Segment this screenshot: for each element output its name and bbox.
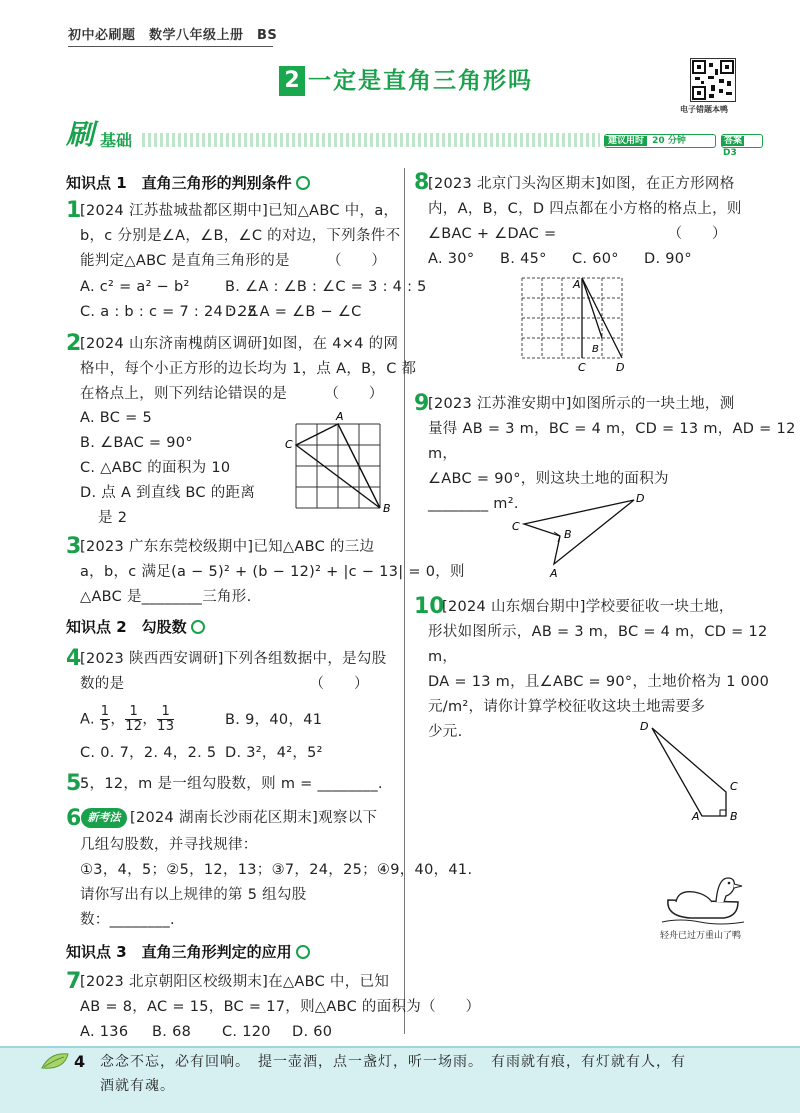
q4-stem: [2023 陕西西安调研]下列各组数据中，是勾股 数的是 （ ） [80,651,387,692]
section-title: 一定是直角三角形吗 [308,68,533,94]
check-icon [296,176,310,190]
q7-option-c[interactable]: C. 120 [222,1024,271,1040]
answer-label: 答案 [724,136,743,146]
q9-stem: [2023 江苏淮安期中]如图所示的一块土地，测 量得 AB = 3 m，BC = 4 m，CD = 13 m，AD = 12 m， ∠ABC = 90°，则这块土地的面积为 ________ m². [428,396,796,512]
q4-number: 4 [66,646,82,671]
q1-stem: [2024 江苏盐城盐都区期中]已知△ABC 中，a， b，c 分别是∠A，∠B，∠C 的对边，下列条件不 能判定△ABC 是直角三角形的是 （ ） [80,203,401,269]
q2-option-d[interactable]: D. 点 A 到直线 BC 的距离 [80,485,256,501]
q1-option-c[interactable]: C. a : b : c = 7 : 24 : 25 [80,304,258,320]
q5-number: 5 [66,771,82,796]
qr-code-icon[interactable] [690,58,736,102]
q10-label-a: A [692,810,700,823]
knowledge-point-1: 知识点 1 直角三角形的判别条件 [66,172,310,194]
q8-label-c: C [578,361,586,374]
time-value: 20 分钟 [652,136,686,146]
section-number: 2 [279,66,305,96]
time-label: 建议用时 [605,136,647,146]
knowledge-point-2: 知识点 2 勾股数 [66,616,205,638]
q1-number: 1 [66,198,82,223]
q9-label-b: B [564,528,572,541]
answer-badge [721,134,763,158]
q8-option-a[interactable]: A. 30° [428,251,475,267]
q2-number: 2 [66,331,82,356]
header-underline [68,46,273,47]
q9-figure [508,488,648,580]
q2-option-a[interactable]: A. BC = 5 [80,410,152,426]
q9-number: 9 [414,391,430,416]
q7-option-d[interactable]: D. 60 [292,1024,333,1040]
page-number: 4 [74,1052,86,1071]
q5-stem: 5，12，m 是一组勾股数，则 m = ________. [80,776,383,792]
q7-stem: [2023 北京朝阳区校级期末]在△ABC 中，已知 AB = 8，AC = 15，BC = 17，则△ABC 的面积为（ ） [80,974,481,1015]
q8-number: 8 [414,170,430,195]
banner-shua: 刷 [66,118,95,151]
banner-stripe [142,133,600,147]
duck-caption: 轻舟已过万重山了鸭 [660,931,742,941]
answer-value: D3 [723,148,737,158]
q8-option-b[interactable]: B. 45° [500,251,547,267]
book-series: 初中必刷题 数学八年级上册 BS [68,28,278,43]
q6-stem: 几组勾股数，并寻找规律： ①3，4，5；②5，12，13；③7，24，25；④9，40，41. 请你写出有以上规律的第 5 组勾股 数：________. [80,837,473,928]
q9-label-d: D [636,492,645,505]
footer-quote-line1: 念念不忘，必有回响。 提一壶酒，点一盏灯，听一场雨。 有雨就有痕，有灯就有人，有 [100,1054,686,1070]
q8-option-c[interactable]: C. 60° [572,251,619,267]
q4-option-b[interactable]: B. 9，40，41 [225,712,323,728]
q8-stem: [2023 北京门头沟区期末]如图，在正方形网格 内，A，B，C，D 四点都在小方格的格点上，则 ∠BAC + ∠DAC = （ ） [428,176,742,242]
q7-option-a[interactable]: A. 136 [80,1024,129,1040]
check-icon [296,945,310,959]
q10-number: 10 [414,594,445,619]
q2-grid-figure [284,410,396,520]
q8-label-a: A [573,278,581,291]
q3-stem: [2023 广东东莞校级期中]已知△ABC 的三边 a，b，c 满足(a − 5)² + (b − 12)² + |c − 13| = 0，则 △ABC 是________三角形. [80,539,465,605]
q2-option-d-cont: 是 2 [98,510,128,526]
duck-boat-icon [660,870,746,926]
q6-number: 6 [66,806,82,831]
new-method-badge: 新考法 [81,808,127,828]
q2-label-c: C [285,438,293,451]
q7-option-b[interactable]: B. 68 [152,1024,192,1040]
q7-number: 7 [66,969,82,994]
q2-label-a: A [336,410,344,423]
q8-label-d: D [616,361,625,374]
q2-label-b: B [383,502,391,515]
q10-label-d: D [640,720,649,733]
q10-label-b: B [730,810,738,823]
q4-option-d[interactable]: D. 3²，4²，5² [225,745,323,761]
q2-option-c[interactable]: C. △ABC 的面积为 10 [80,460,231,476]
q10-stem: 形状如图所示，AB = 3 m，BC = 4 m，CD = 12 m， DA = 13 m，且∠ABC = 90°，土地价格为 1 000 元/m²，请你计算学校征收这块土地需要多 少元. [428,624,770,740]
q9-label-a: A [550,567,558,580]
check-icon [191,620,205,634]
q10-stem-line1: [2024 山东烟台期中]学校要征收一块土地， [442,599,734,615]
q2-option-b[interactable]: B. ∠BAC = 90° [80,435,193,451]
knowledge-point-3: 知识点 3 直角三角形判定的应用 [66,941,310,963]
q1-option-a[interactable]: A. c² = a² − b² [80,279,190,295]
q9-label-c: C [512,520,520,533]
footer-quote-line2: 酒就有魂。 [100,1078,175,1094]
q10-label-c: C [730,780,738,793]
q4-option-c[interactable]: C. 0. 7，2. 4，2. 5 [80,745,217,761]
q10-figure [636,716,748,828]
q8-grid-figure [516,272,628,376]
q4-option-a[interactable]: A. $\frac{1}{5}$ ， $\frac{1}{12}$ ， $\frac{1}{13}$ [80,704,175,734]
q2-stem: [2024 山东济南槐荫区调研]如图，在 4×4 的网 格中，每个小正方形的边长均为 1，点 A，B，C 都 在格点上，则下列结论错误的是 （ ） [80,336,417,402]
q6-stem-line1: [2024 湖南长沙雨花区期末]观察以下 [130,810,378,826]
banner-jichu: 基础 [100,131,133,150]
q8-option-d[interactable]: D. 90° [644,251,692,267]
q8-label-b: B [592,344,599,355]
q3-number: 3 [66,534,82,559]
qr-caption: 电子错题本鸭 [680,105,728,114]
leaf-icon [40,1050,72,1072]
suggested-time-badge [604,134,716,148]
q1-option-d[interactable]: D. ∠A = ∠B − ∠C [225,304,362,320]
q1-option-b[interactable]: B. ∠A : ∠B : ∠C = 3 : 4 : 5 [225,279,427,295]
